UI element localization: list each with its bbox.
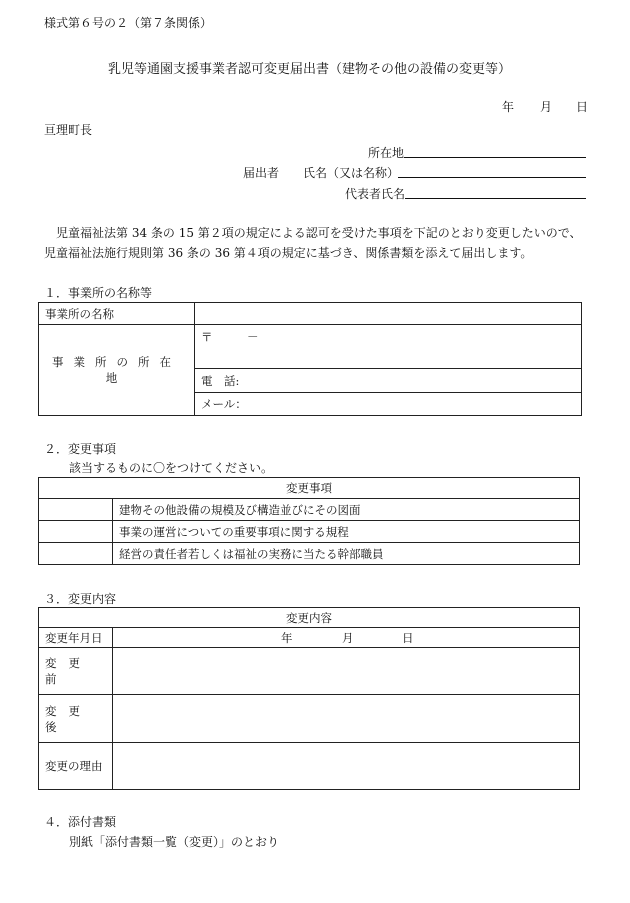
body-line-2: 児童福祉法施行規則第 36 条の 36 第４項の規定に基づき、関係書類を添えて届出します。 (44, 246, 533, 260)
change-details-header: 変更内容 (39, 608, 580, 628)
change-date-label: 変更年月日 (39, 628, 113, 648)
change-items-table (38, 477, 580, 565)
body-line-1: 児童福祉法第 34 条の 15 第２項の規定による認可を受けた事項を下記のとおり変更したいので、 (56, 226, 582, 240)
facility-phone-cell[interactable]: 電 話: (195, 369, 582, 393)
addressee: 亘理町長 (44, 123, 93, 137)
form-number: 様式第６号の２（第７条関係） (44, 16, 213, 30)
change-date-month: 月 (342, 631, 354, 645)
notifier-address-label: 所在地 (368, 146, 405, 160)
notifier-rep-field[interactable] (405, 198, 586, 199)
notifier-name-label: 氏名（又は名称） (303, 166, 400, 180)
change-item-label: 経営の責任者若しくは福祉の実務に当たる幹部職員 (113, 543, 580, 565)
facility-email-cell[interactable]: メール： (195, 393, 582, 416)
change-item-mark[interactable] (39, 543, 113, 565)
notifier-label: 届出者 (243, 166, 280, 180)
facility-table (38, 302, 582, 416)
change-item-mark[interactable] (39, 521, 113, 543)
section1-heading: １．事業所の名称等 (44, 286, 153, 300)
date-day: 日 (576, 100, 589, 114)
date-month: 月 (540, 100, 553, 114)
change-date-day: 日 (402, 631, 414, 645)
section3-heading: ３．変更内容 (44, 592, 117, 606)
change-items-header: 変更事項 (39, 478, 580, 499)
section4-heading: ４．添付書類 (44, 815, 117, 829)
document-title: 乳児等通園支援事業者認可変更届出書（建物その他の設備の変更等） (108, 62, 512, 77)
date-year: 年 (502, 100, 515, 114)
notifier-rep-label: 代表者氏名 (345, 187, 406, 201)
change-before-label: 変更前 (39, 648, 113, 695)
change-after-label: 変更後 (39, 695, 113, 743)
change-after-cell[interactable] (113, 695, 580, 743)
section2-heading: ２．変更事項 (44, 442, 117, 456)
change-reason-cell[interactable] (113, 743, 580, 790)
section4-text: 別紙「添付書類一覧（変更）」のとおり (69, 835, 280, 849)
facility-postal-cell[interactable]: 〒 － (195, 325, 582, 369)
notifier-address-field[interactable] (404, 157, 586, 158)
section2-instruction: 該当するものに〇をつけてください。 (69, 461, 274, 475)
change-date-year: 年 (281, 631, 293, 645)
change-details-table (38, 607, 580, 790)
change-date-cell[interactable] (113, 628, 580, 648)
change-reason-label: 変更の理由 (39, 743, 113, 790)
facility-name-cell[interactable] (195, 303, 582, 325)
change-item-mark[interactable] (39, 499, 113, 521)
change-item-label: 建物その他設備の規模及び構造並びにその図面 (113, 499, 580, 521)
change-item-label: 事業の運営についての重要事項に関する規程 (113, 521, 580, 543)
change-before-cell[interactable] (113, 648, 580, 695)
facility-name-label: 事業所の名称 (39, 303, 195, 325)
facility-location-label: 事業所の所在地 (39, 325, 195, 416)
notifier-name-field[interactable] (398, 177, 586, 178)
